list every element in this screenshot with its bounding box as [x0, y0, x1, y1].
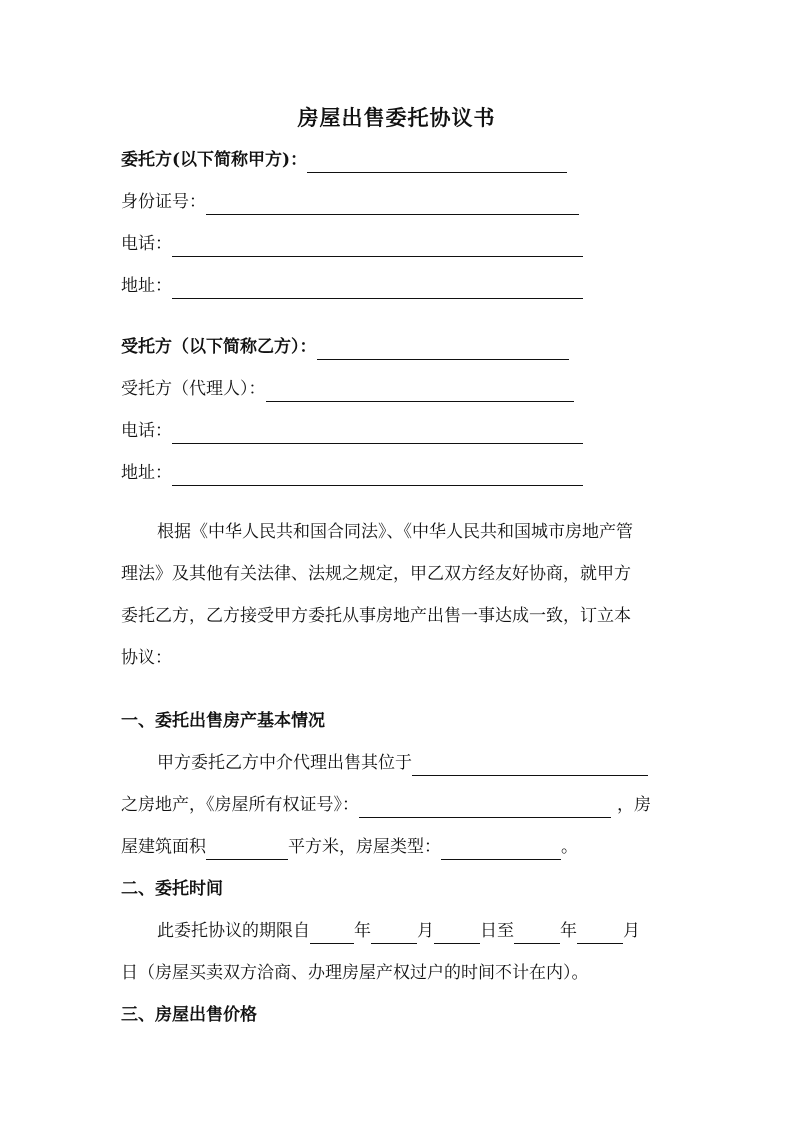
preamble-line-3: 委托乙方，乙方接受甲方委托从事房地产出售一事达成一致，订立本	[121, 606, 631, 626]
period-prefix: 此委托协议的期限自	[157, 921, 310, 941]
party-a-phone-label: 电话：	[121, 234, 172, 254]
property-location-blank[interactable]	[412, 755, 648, 776]
property-type-blank[interactable]	[441, 839, 561, 860]
section-1-heading: 一、委托出售房产基本情况	[121, 711, 325, 731]
end-month-label: 月	[623, 921, 640, 941]
party-b-name-row	[121, 334, 587, 360]
party-b-name-blank[interactable]	[317, 339, 569, 360]
party-b-agent-blank[interactable]	[266, 381, 574, 402]
party-b-phone-label: 电话：	[121, 421, 172, 441]
start-year-label: 年	[354, 921, 371, 941]
section-1-line-1	[157, 750, 648, 776]
end-year-label: 年	[560, 921, 577, 941]
day-to-label: 日至	[480, 921, 514, 941]
preamble-line-1: 根据《中华人民共和国合同法》、《中华人民共和国城市房地产管	[157, 522, 633, 542]
party-a-id-label: 身份证号：	[121, 192, 206, 212]
section-2-heading: 二、委托时间	[121, 879, 223, 899]
party-b-phone-blank[interactable]	[172, 423, 583, 444]
preamble-line-2: 理法》及其他有关法律、法规之规定，甲乙双方经友好协商，就甲方	[121, 564, 631, 584]
end-year-blank[interactable]	[514, 923, 560, 944]
section-1-text-2: 之房地产，《房屋所有权证号》：	[121, 795, 359, 815]
floor-area-blank[interactable]	[206, 839, 288, 860]
section-2-line-2: 日（房屋买卖双方洽商、办理房屋产权过户的时间不计在内）。	[121, 963, 589, 983]
party-b-address-row	[121, 460, 587, 486]
section-1-line-3	[121, 834, 578, 860]
party-a-phone-row	[121, 231, 587, 257]
party-b-address-label: 地址：	[121, 463, 172, 483]
party-b-name-label: 受托方（以下简称乙方）：	[121, 337, 317, 357]
preamble-line-4: 协议：	[121, 648, 172, 668]
section-3-heading: 三、房屋出售价格	[121, 1005, 257, 1025]
start-day-blank[interactable]	[434, 923, 480, 944]
party-a-id-row	[121, 189, 587, 215]
document-title: 房屋出售委托协议书	[297, 105, 496, 130]
start-month-label: 月	[417, 921, 434, 941]
section-1-text-6: 。	[561, 837, 578, 857]
start-year-blank[interactable]	[310, 923, 354, 944]
party-b-phone-row	[121, 418, 587, 444]
party-a-address-row	[121, 273, 587, 299]
party-b-agent-row	[121, 376, 587, 402]
section-2-line-1	[157, 918, 640, 944]
ownership-cert-blank[interactable]	[359, 797, 611, 818]
party-a-id-blank[interactable]	[206, 194, 579, 215]
party-a-address-blank[interactable]	[172, 278, 583, 299]
section-1-line-2	[121, 792, 651, 818]
start-month-blank[interactable]	[371, 923, 417, 944]
party-a-address-label: 地址：	[121, 276, 172, 296]
section-1-text-5: 平方米，房屋类型：	[288, 837, 441, 857]
party-a-phone-blank[interactable]	[172, 236, 583, 257]
section-1-text-1: 甲方委托乙方中介代理出售其位于	[157, 753, 412, 773]
party-b-agent-label: 受托方（代理人）：	[121, 379, 266, 399]
section-1-text-3: ，房	[617, 795, 651, 815]
section-1-text-4: 屋建筑面积	[121, 837, 206, 857]
party-a-name-label: 委托方(以下简称甲方)：	[121, 150, 308, 170]
party-b-address-blank[interactable]	[172, 465, 583, 486]
party-a-name-row	[121, 147, 587, 173]
end-month-blank[interactable]	[577, 923, 623, 944]
party-a-name-blank[interactable]	[307, 152, 567, 173]
